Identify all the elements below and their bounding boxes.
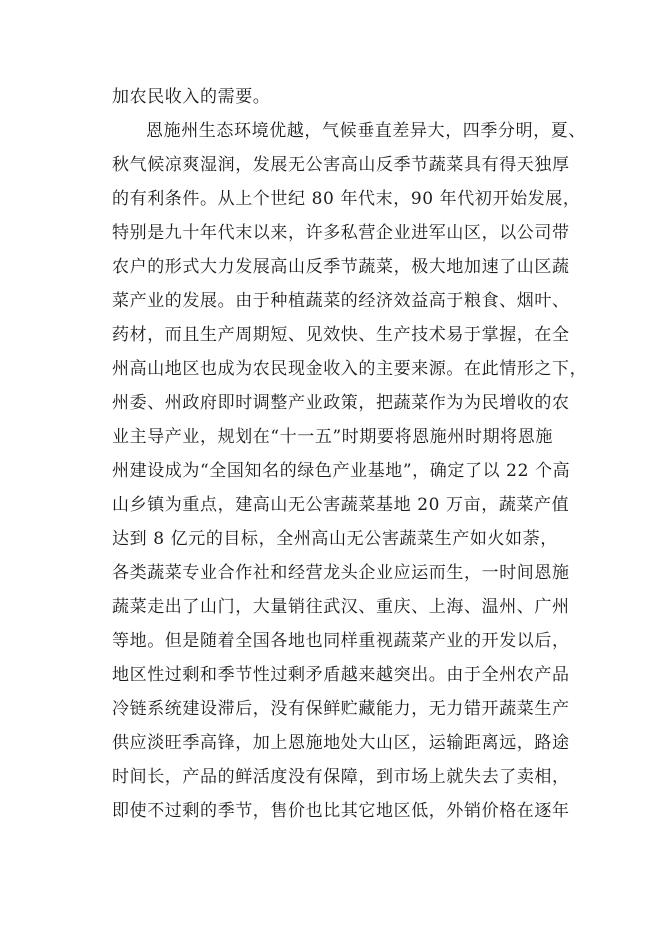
text-line: 供应淡旺季高锋，加上恩施地处大山区，运输距离远，路途 <box>112 733 570 753</box>
text-line: 加农民收入的需要。 <box>112 87 271 107</box>
text-line: 的有利条件。从上个世纪 80 年代末，90 年代初开始发展， <box>112 189 581 209</box>
text-line: 地区性过剩和季节性过剩矛盾越来越突出。由于全州农产品 <box>112 665 570 685</box>
text-line: 蔬菜走出了山门，大量销往武汉、重庆、上海、温州、广州 <box>112 597 570 617</box>
text-line: 州委、州政府即时调整产业政策，把蔬菜作为为民增收的农 <box>112 393 570 413</box>
text-line: 农户的形式大力发展高山反季节蔬菜，极大地加速了山区蔬 <box>112 257 570 277</box>
text-line: 菜产业的发展。由于种植蔬菜的经济效益高于粮食、烟叶、 <box>112 291 570 311</box>
text-line: 业主导产业，规划在“十一五”时期要将恩施州时期将恩施 <box>112 427 553 447</box>
paragraph-first-line: 恩施州生态环境优越，气候垂直差异大，四季分明，夏、 <box>146 121 586 141</box>
text-line: 等地。但是随着全国各地也同样重视蔬菜产业的开发以后， <box>112 631 570 651</box>
text-line: 州建设成为“全国知名的绿色产业基地”，确定了以 22 个高 <box>112 461 571 481</box>
text-line: 达到 8 亿元的目标，全州高山无公害蔬菜生产如火如荼， <box>112 529 558 549</box>
text-line: 山乡镇为重点，建高山无公害蔬菜基地 20 万亩，蔬菜产值 <box>112 495 570 515</box>
text-line: 各类蔬菜专业合作社和经营龙头企业应运而生，一时间恩施 <box>112 563 570 583</box>
text-line: 州高山地区也成为农民现金收入的主要来源。在此情形之下， <box>112 359 588 379</box>
text-line: 时间长，产品的鲜活度没有保障，到市场上就失去了卖相， <box>112 767 570 787</box>
text-line: 特别是九十年代末以来，许多私营企业进军山区，以公司带 <box>112 223 570 243</box>
text-line: 冷链系统建设滞后，没有保鲜贮藏能力，无力错开蔬菜生产 <box>112 699 570 719</box>
text-line: 秋气候凉爽湿润，发展无公害高山反季节蔬菜具有得天独厚 <box>112 155 570 175</box>
text-line: 即使不过剩的季节，售价也比其它地区低，外销价格在逐年 <box>112 801 570 821</box>
text-line: 药材，而且生产周期短、见效快、生产技术易于掌握，在全 <box>112 325 570 345</box>
